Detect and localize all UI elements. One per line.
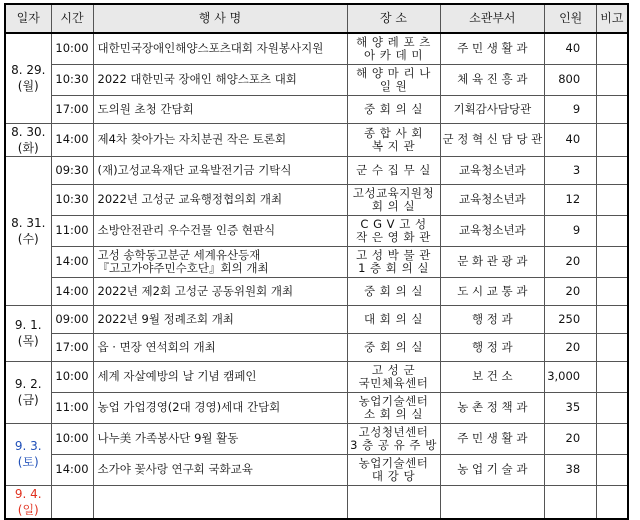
date-line: 9. 4.: [14, 486, 42, 501]
staff-cell: 250: [545, 305, 597, 333]
note-cell: [597, 485, 628, 519]
dept-cell: 행 정 과: [440, 333, 545, 361]
note-cell: [597, 64, 628, 95]
event-name-cell: [93, 33, 347, 64]
place-line: 고성청년센터: [358, 424, 429, 439]
dept-cell: 기획감사담당관: [440, 95, 545, 123]
header-row: [5, 4, 628, 33]
dept-cell: 주 민 생 활 과: [440, 33, 545, 64]
time-cell: 14:00: [51, 246, 93, 277]
place-cell: [347, 277, 440, 305]
note-cell: [597, 123, 628, 156]
table-row: [5, 64, 628, 95]
note-cell: [597, 305, 628, 333]
event-name-cell: [93, 246, 347, 277]
place-line: 국민체육센터: [358, 375, 429, 390]
staff-cell: 40: [545, 123, 597, 156]
staff-cell: 9: [545, 95, 597, 123]
event-name-line: 제4차 찾아가는 자치분권 작은 토론회: [97, 132, 287, 146]
table-row: [5, 454, 628, 485]
place-cell: [347, 33, 440, 64]
staff-cell: 20: [545, 333, 597, 361]
event-name-line: 대한민국장애인해양스포츠대회 자원봉사지원: [97, 41, 324, 56]
note-cell: [597, 95, 628, 123]
table-row: [5, 246, 628, 277]
table-row: [5, 392, 628, 423]
date-line: (금): [17, 393, 39, 407]
dept-cell: 군 정 혁 신 담 당 관: [440, 123, 545, 156]
event-name-line: 나누美 가족봉사단 9월 활동: [97, 431, 239, 445]
place-cell: [347, 423, 440, 454]
date-line: 9. 1.: [14, 318, 42, 332]
place-line: 대 회 의 실: [364, 311, 423, 326]
place-line: 일 원: [379, 78, 408, 93]
place-line: 중 회 의 실: [364, 339, 423, 354]
time-cell: 14:00: [51, 454, 93, 485]
time-cell: 11:00: [51, 392, 93, 423]
place-line: 농업기술센터: [358, 393, 429, 408]
staff-cell: 800: [545, 64, 597, 95]
note-cell: [597, 423, 628, 454]
time-cell: 10:00: [51, 33, 93, 64]
dept-cell: 교육청소년과: [440, 156, 545, 184]
time-cell: 10:30: [51, 64, 93, 95]
place-line: 복 지 관: [371, 138, 416, 153]
event-name-cell: [93, 423, 347, 454]
place-cell: [347, 156, 440, 184]
place-line: 1 층 회 의 실: [358, 260, 429, 275]
staff-cell: 38: [545, 454, 597, 485]
time-cell: 10:30: [51, 184, 93, 215]
time-cell: 09:30: [51, 156, 93, 184]
header-place: 장 소: [347, 4, 440, 33]
schedule-table: [4, 3, 629, 520]
table-row: [5, 423, 628, 454]
date-line: (화): [17, 140, 39, 155]
event-name-line: 2022년 제2회 고성군 공동위원회 개최: [97, 283, 294, 298]
dept-cell: 보 건 소: [440, 361, 545, 392]
place-line: 작 은 영 화 관: [356, 229, 431, 244]
header-staff: 인원: [545, 4, 597, 33]
place-cell: [347, 305, 440, 333]
table-header: [5, 4, 628, 33]
time-cell: 11:00: [51, 215, 93, 246]
event-name-line: 2022년 고성군 교육행정협의회 개최: [97, 192, 283, 206]
staff-cell: 40: [545, 33, 597, 64]
event-name-cell: [93, 184, 347, 215]
date-cell: [5, 305, 51, 361]
header-event: 행 사 명: [93, 4, 347, 33]
event-name-line: (재)고성교육재단 교육발전기금 기탁식: [97, 162, 292, 177]
event-name-line: 소방안전관리 우수건물 인증 현판식: [97, 223, 276, 237]
event-name-cell: [93, 361, 347, 392]
place-line: 고성교육지원청: [352, 185, 435, 200]
place-cell: [347, 95, 440, 123]
time-cell: 14:00: [51, 123, 93, 156]
place-cell: [347, 215, 440, 246]
event-name-line: 2022년 9월 정례조회 개최: [97, 311, 234, 326]
table-row: [5, 123, 628, 156]
time-cell: 10:00: [51, 423, 93, 454]
table-row: [5, 156, 628, 184]
date-line: 8. 30.: [11, 124, 46, 139]
place-line: 고 성 군: [371, 362, 416, 377]
place-cell: [347, 246, 440, 277]
event-name-line: 소가야 꽃사랑 연구회 국화교육: [97, 462, 253, 476]
date-cell: [5, 361, 51, 423]
dept-cell: 농 촌 정 책 과: [440, 392, 545, 423]
staff-cell: 9: [545, 215, 597, 246]
note-cell: [597, 361, 628, 392]
place-cell: [347, 64, 440, 95]
event-name-line: 『고고가야주민수호단』회의 개최: [97, 260, 269, 275]
place-line: 중 회 의 실: [364, 101, 423, 116]
date-line: 8. 29.: [11, 63, 46, 78]
date-cell: [5, 123, 51, 156]
place-cell: [347, 123, 440, 156]
note-cell: [597, 156, 628, 184]
place-cell: [347, 485, 440, 519]
dept-cell: 행 정 과: [440, 305, 545, 333]
place-line: 종 합 사 회: [364, 125, 423, 140]
place-line: 해 양 레 포 츠: [356, 34, 431, 49]
header-date: 일자: [5, 4, 51, 33]
place-cell: [347, 392, 440, 423]
place-line: 군 수 집 무 실: [356, 162, 431, 177]
table-row: [5, 333, 628, 361]
event-name-cell: [93, 485, 347, 519]
note-cell: [597, 454, 628, 485]
date-line: 9. 2.: [14, 377, 42, 391]
date-line: (일): [17, 502, 39, 517]
place-cell: [347, 333, 440, 361]
table-row: [5, 33, 628, 64]
table-row: [5, 305, 628, 333]
date-line: 8. 31.: [11, 215, 46, 230]
staff-cell: 3,000: [545, 361, 597, 392]
table-body: [5, 33, 628, 519]
time-cell: 17:00: [51, 333, 93, 361]
event-name-line: 읍 · 면장 연석회의 개최: [97, 339, 216, 354]
staff-cell: 12: [545, 184, 597, 215]
table-row: [5, 277, 628, 305]
date-cell: [5, 423, 51, 485]
date-cell: [5, 485, 51, 519]
note-cell: [597, 333, 628, 361]
date-line: (목): [17, 334, 39, 348]
time-cell: [51, 485, 93, 519]
dept-cell: 도 시 교 통 과: [440, 277, 545, 305]
note-cell: [597, 246, 628, 277]
table-row: [5, 215, 628, 246]
event-name-cell: [93, 333, 347, 361]
time-cell: 10:00: [51, 361, 93, 392]
note-cell: [597, 392, 628, 423]
staff-cell: 20: [545, 277, 597, 305]
dept-cell: 교육청소년과: [440, 215, 545, 246]
event-name-line: 고성 송학동고분군 세계유산등재: [97, 247, 261, 262]
place-line: 소 회 의 실: [364, 406, 423, 421]
event-name-line: 도의원 초청 간담회: [97, 101, 194, 116]
dept-cell: [440, 485, 545, 519]
staff-cell: [545, 485, 597, 519]
event-name-cell: [93, 123, 347, 156]
place-line: 해 양 마 리 나: [356, 65, 431, 80]
time-cell: 14:00: [51, 277, 93, 305]
date-cell: [5, 156, 51, 305]
place-cell: [347, 184, 440, 215]
date-line: (월): [17, 79, 39, 94]
note-cell: [597, 277, 628, 305]
table-row: [5, 361, 628, 392]
place-line: C G V 고 성: [360, 216, 427, 231]
staff-cell: 20: [545, 423, 597, 454]
table-row: [5, 485, 628, 519]
header-time: 시간: [51, 4, 93, 33]
table-row: [5, 95, 628, 123]
date-cell: [5, 33, 51, 123]
time-cell: 17:00: [51, 95, 93, 123]
staff-cell: 3: [545, 156, 597, 184]
date-line: 9. 3.: [14, 439, 42, 453]
place-line: 3 층 공 유 주 방: [350, 437, 437, 452]
event-name-cell: [93, 392, 347, 423]
dept-cell: 농 업 기 술 과: [440, 454, 545, 485]
event-name-cell: [93, 277, 347, 305]
dept-cell: 문 화 관 광 과: [440, 246, 545, 277]
dept-cell: 체 육 진 흥 과: [440, 64, 545, 95]
header-note: 비고: [597, 4, 628, 33]
place-cell: [347, 454, 440, 485]
note-cell: [597, 184, 628, 215]
event-name-cell: [93, 215, 347, 246]
dept-cell: 주 민 생 활 과: [440, 423, 545, 454]
event-name-cell: [93, 64, 347, 95]
place-line: 고 성 박 물 관: [356, 247, 431, 262]
table-row: [5, 184, 628, 215]
place-line: 회 의 실: [371, 198, 416, 213]
staff-cell: 20: [545, 246, 597, 277]
event-name-line: 2022 대한민국 장애인 해양스포츠 대회: [97, 72, 297, 86]
place-line: 아 카 데 미: [364, 47, 423, 62]
header-dept: 소관부서: [440, 4, 545, 33]
date-line: (토): [17, 455, 39, 469]
event-name-cell: [93, 454, 347, 485]
event-name-cell: [93, 95, 347, 123]
time-cell: 09:00: [51, 305, 93, 333]
event-name-line: 농업 가업경영(2대 경영)세대 간담회: [97, 400, 281, 414]
event-name-line: 세계 자살예방의 날 기념 캠페인: [97, 369, 257, 383]
place-line: 중 회 의 실: [364, 283, 423, 298]
note-cell: [597, 215, 628, 246]
date-line: (수): [17, 231, 39, 246]
event-name-cell: [93, 305, 347, 333]
place-line: 대 강 당: [371, 468, 416, 483]
note-cell: [597, 33, 628, 64]
place-line: 농업기술센터: [358, 455, 429, 470]
place-cell: [347, 361, 440, 392]
event-name-cell: [93, 156, 347, 184]
staff-cell: 35: [545, 392, 597, 423]
dept-cell: 교육청소년과: [440, 184, 545, 215]
